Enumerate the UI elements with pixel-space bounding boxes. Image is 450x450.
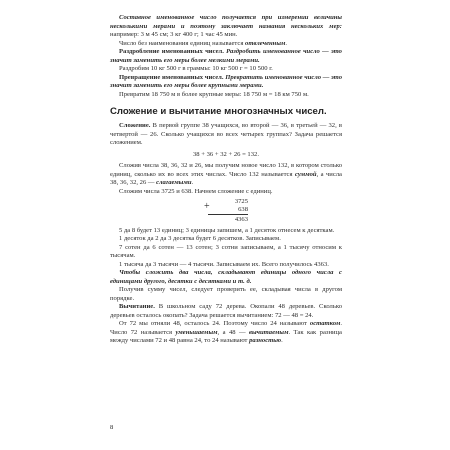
paragraph-text: , а числа 38, 36, 32, 26 — (110, 170, 342, 186)
paragraph-text: Сложив числа 38, 36, 32 и 26, мы получим новое число 132, в котором столько единиц, сколько их во всех этих числах. Число 132 называется (110, 162, 342, 178)
punctuation: . (285, 39, 288, 47)
paragraph-subtraction (110, 303, 342, 320)
punctuation: . (191, 179, 194, 186)
page-number: 8 (110, 424, 114, 431)
paragraph-text: Число без наименования единиц называется (119, 39, 246, 47)
definition-compound-number: Составное именованное число получается при измерении величины несколькими мерами и поэтому заключает названия нескольких мер: (110, 14, 342, 30)
term-subtrahend: вычитаемым (249, 328, 289, 336)
paragraph-splitting-example: Раздробим 10 кг 500 г в граммы: 10 кг 500 г = 10 500 г. (119, 65, 273, 72)
paragraph-compound-number (110, 14, 342, 40)
paragraph-text: В школьном саду 72 дерева. Окопали 48 деревьев. Сколько деревьев осталось окопать? Задача решается вычитанием: 72 — 48 = 24. (110, 303, 342, 319)
paragraph-text: например: 3 м 45 см; 3 кг 400 г; 1 час 45 мин. (110, 31, 238, 38)
term-remainder: остатком (309, 320, 341, 327)
column-rule (208, 214, 248, 215)
paragraph-step-units: 5 да 8 будет 13 единиц; 3 единицы запишем, а 1 десяток отнесем к десяткам. (119, 226, 335, 234)
paragraph-converting (110, 74, 342, 91)
term-difference: разностью (249, 337, 282, 344)
column-result: 4363 (234, 216, 248, 223)
heading-addition: Сложение. (119, 122, 151, 129)
paragraph-check-sum: Получив сумму чисел, следует проверить ее, складывая числа в другом порядке. (110, 286, 342, 302)
document-page (110, 14, 342, 346)
rule-addition: Чтобы сложить два числа, складывают единицы одного числа с единицами другого, десятки с десятками и т. д. (110, 269, 342, 285)
plus-sign: + (204, 201, 210, 212)
paragraph-addition (110, 122, 342, 148)
column-second-addend: 638 (238, 205, 248, 213)
paragraph-sum-definition (110, 162, 342, 188)
definition-converting: Превратить именованное число — это значит заменить его меры более крупными мерами. (110, 73, 343, 89)
term-abstract: отвлеченным (245, 39, 286, 47)
heading-splitting: Раздробление именованных чисел. (119, 48, 224, 55)
heading-converting: Превращение именованных чисел. (119, 73, 224, 81)
paragraph-text: , а 48 — (217, 328, 250, 336)
term-addends: слагаемыми (156, 179, 192, 186)
punctuation: . (281, 337, 283, 344)
term-minuend: уменьшаемым (175, 328, 218, 336)
paragraph-splitting (110, 48, 342, 65)
paragraph-step-hundreds: 7 сотен да 6 сотен — 13 сотен; 3 сотни записываем, а 1 тысячу относим к тысячам. (110, 243, 342, 259)
paragraph-column-intro: Сложим числа 3725 и 638. Начнем сложение с единиц. (119, 187, 273, 195)
section-title: Сложение и вычитание многозначных чисел. (110, 106, 327, 117)
paragraph-text: В первой группе 38 учащихся, во второй — 36, в третьей — 32, в четвертой — 26. Сколько учащихся во всех четырех группах? Задача решается сложением. (110, 122, 342, 146)
paragraph-text: . Число 72 называется (110, 320, 342, 336)
paragraph-subtraction-terms (110, 320, 342, 346)
paragraph-converting-example: Превратим 18 750 м в более крупные меры: 18 750 м = 18 км 750 м. (119, 90, 309, 98)
term-sum: суммой (294, 170, 317, 178)
addition-formula: 38 + 36 + 32 + 26 = 132. (193, 150, 259, 158)
paragraph-step-tens: 1 десяток да 2 да 3 десятка будет 6 десятков. Записываем. (119, 235, 281, 242)
definition-splitting: Раздробить именованное число — это значит заменить его меры более мелкими мерами. (110, 48, 342, 64)
paragraph-text: . Так как разница между числами 72 и 48 равна 24, то 24 называют (110, 328, 342, 344)
heading-subtraction: Вычитание. (119, 303, 155, 310)
paragraph-step-thousands: 1 тысяча да 3 тысячи — 4 тысячи. Записываем их. Всего получилось 4363. (119, 260, 329, 268)
paragraph-text: От 72 мы отняли 48, осталось 24. Поэтому число 24 называют (119, 320, 310, 327)
paragraph-abstract-number (110, 40, 342, 49)
column-first-addend: 3725 (234, 198, 248, 205)
column-addition (204, 198, 248, 224)
